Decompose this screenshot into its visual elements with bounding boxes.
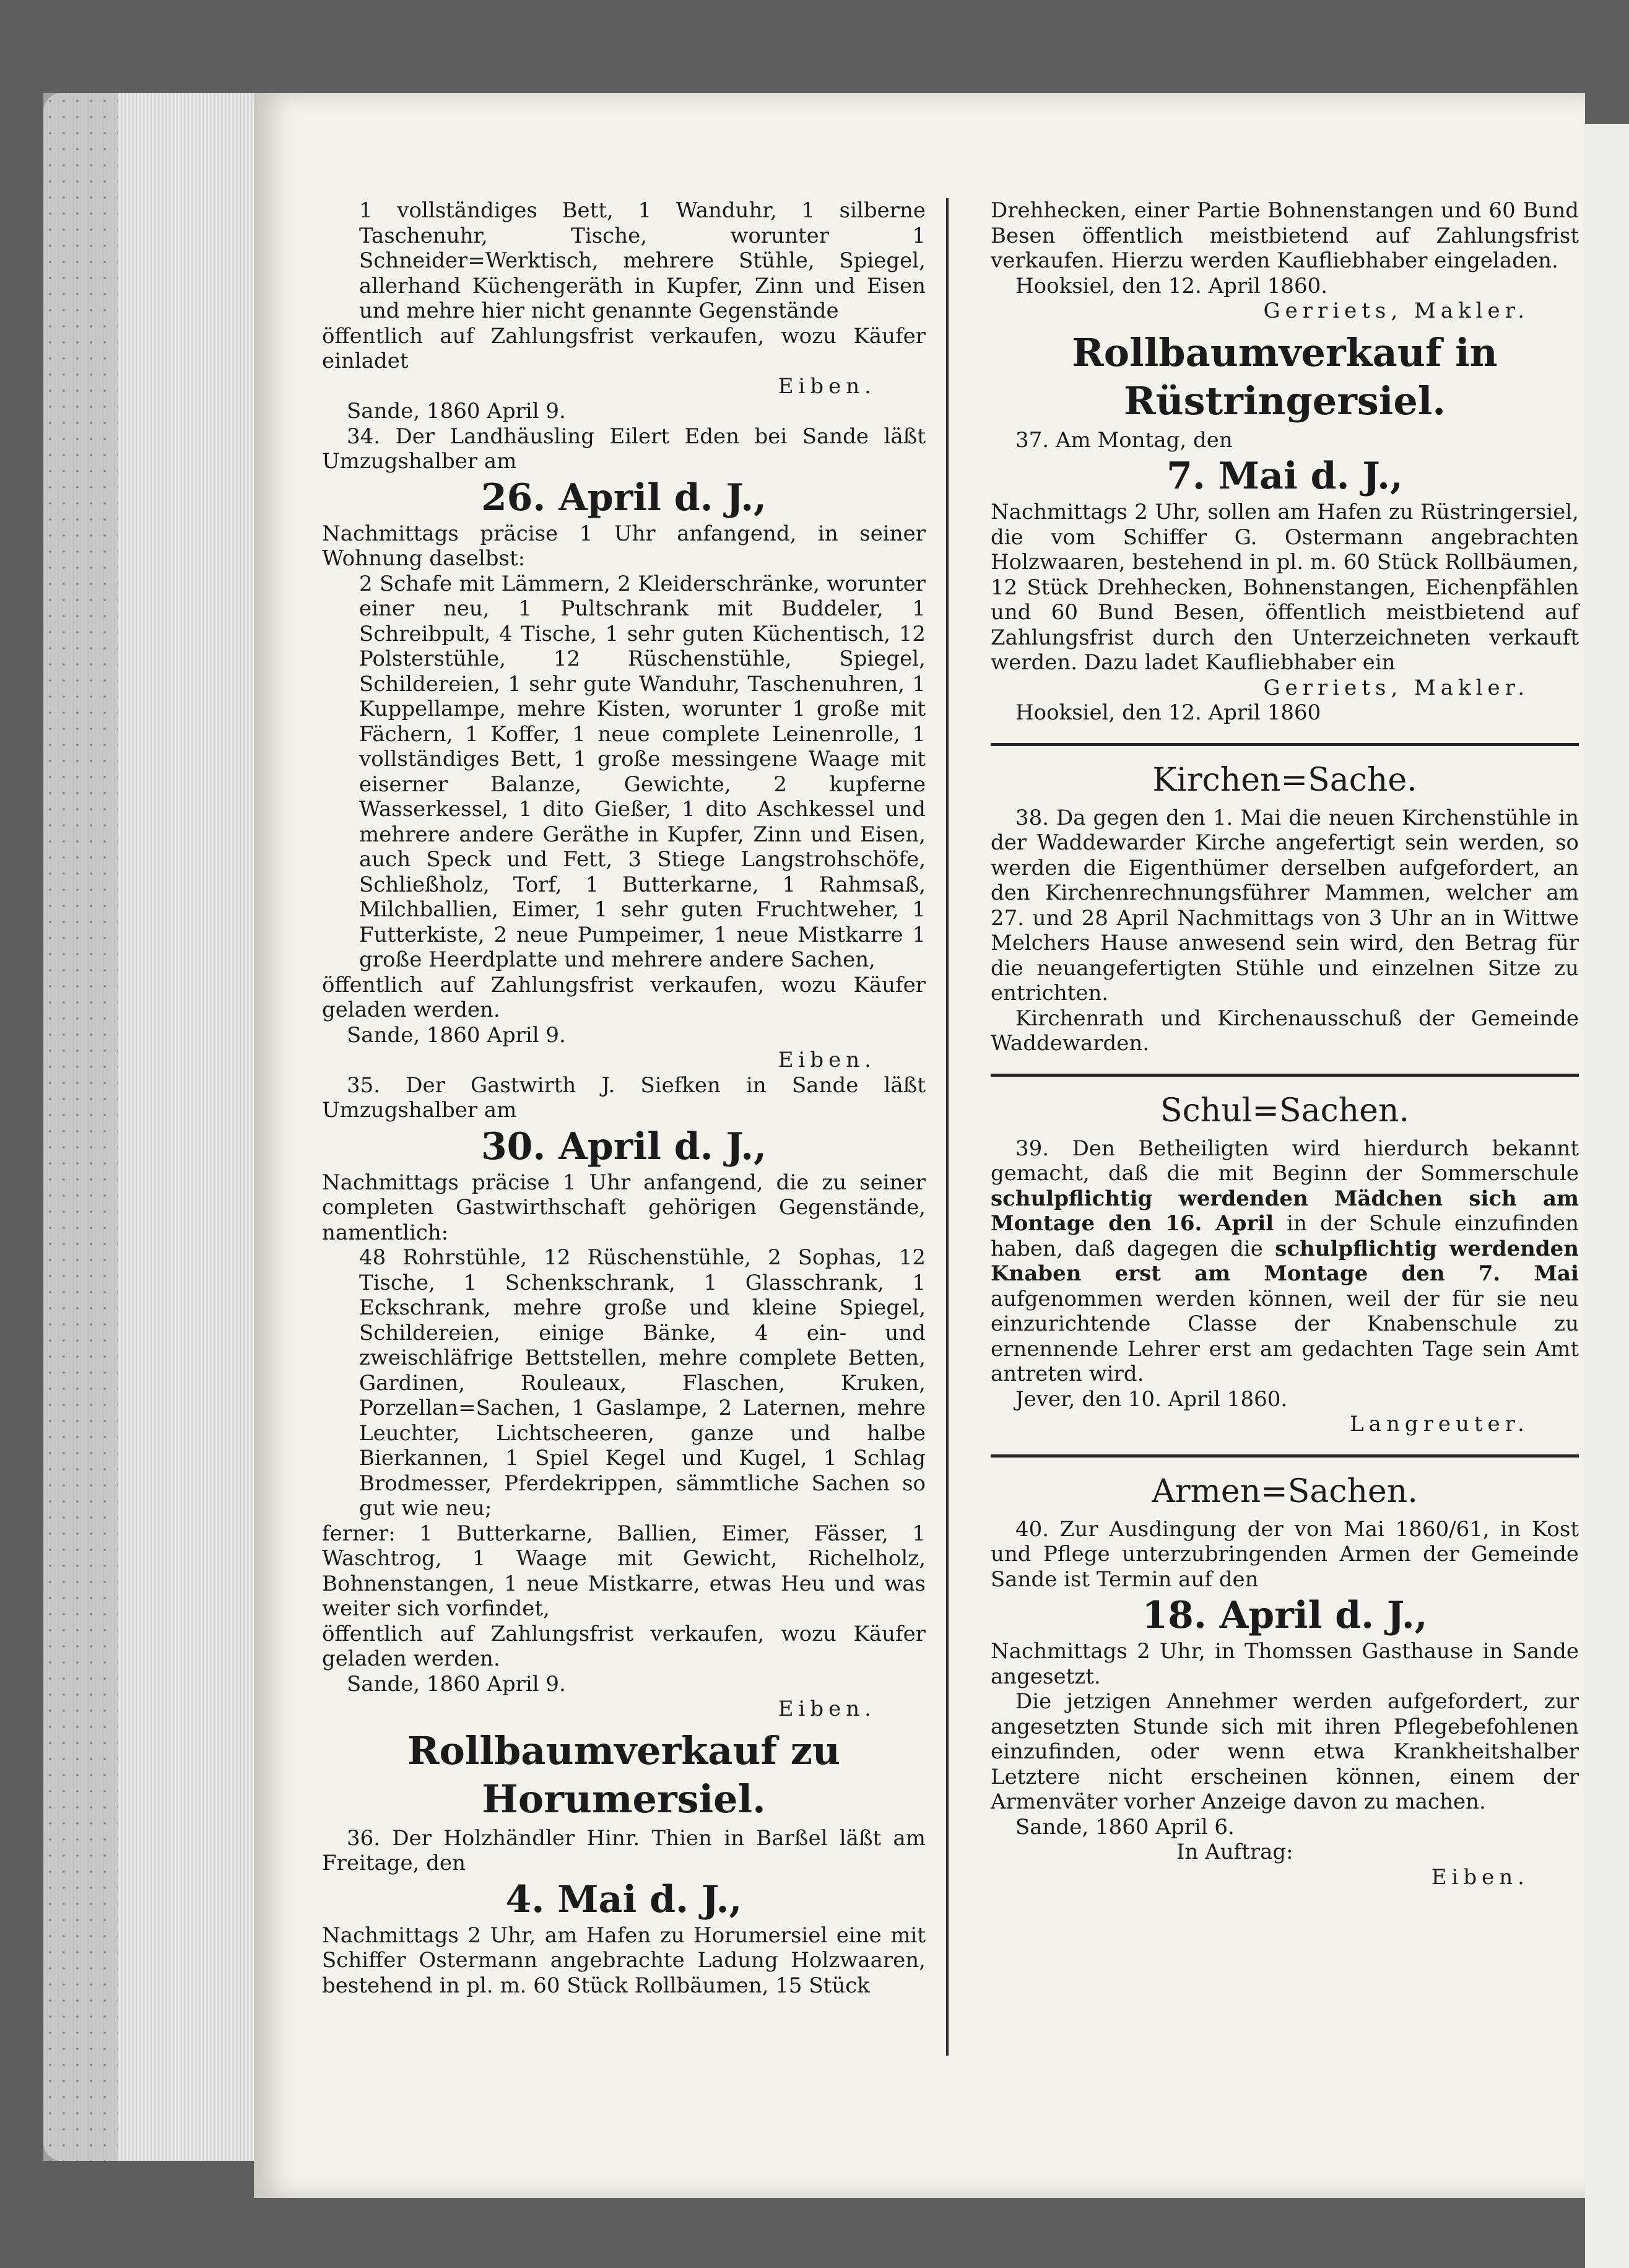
left-column [322,198,926,1998]
notice-40-place: Sande, 1860 April 6. [1015,1814,1235,1840]
notice-35-intro: 35. Der Gastwirth J. Siefken in Sande läßt Umzugshalber am [322,1072,926,1123]
notice-35-place: Sande, 1860 April 9. [347,1671,566,1697]
notice-34-signature: Eiben. [778,1048,876,1072]
notice-38-signature: Kirchenrath und Kirchenausschuß der Gemeinde Waddewarden. [991,1006,1579,1056]
notice-37-date: 7. Mai d. J., [1166,454,1403,498]
notice-39-emphasis-boys: schulpflichtig werdenden Knaben erst am Montage den 7. Mai [991,1236,1579,1286]
notice-35-ferner: ferner: 1 Butterkarne, Ballien, Eimer, Fässer, 1 Waschtrog, 1 Waage mit Gewicht, Richelholz, Bohnenstangen, 1 neue Mistkarre, etwas Heu und was weiter sich vorfindet, [322,1521,926,1621]
notice-39-part-e: aufgenommen werden können, weil der für sie neu einzurichtende Classe der Knabenschule zu ernennende Lehrer erst am gedachten Tage sein Amt antreten wird. [991,1286,1579,1386]
body-text: öffentlich auf Zahlungsfrist verkaufen, wozu Käufer einladet [322,323,926,373]
place-date: Hooksiel, den 12. April 1860. [1015,273,1328,298]
section-title-kirchen: Kirchen=Sache. [1152,761,1417,799]
notice-39-text [991,1136,1579,1387]
list-text: 1 vollständiges Bett, 1 Wanduhr, 1 silberne Taschenuhr, Tische, worunter 1 Schneider=Werktisch, mehrere Stühle, Spiegel, allerhand Küchengeräth in Kupfer, Zinn und Eisen und mehre hier nicht genannte Gegenstände [359,198,926,323]
notice-40-auftrag: In Auftrag: [1176,1840,1293,1864]
notice-35-time: Nachmittags präcise 1 Uhr anfangend, die zu seiner completen Gastwirthschaft gehörigen Gegenstände, namentlich: [322,1170,926,1245]
notice-38-text: 38. Da gegen den 1. Mai die neuen Kirchenstühle in der Waddewarder Kirche angefertigt sein werden, so werden die Eigenthümer derselben aufgefordert, an den Kirchenrechnungsführer Mammen, welcher am 27. und 28 April Nachmittags von 3 Uhr an in Wittwe Melchers Hause anwesend sein wird, den Betrag für die neuangefertigten Stühle und einzelnen Sitze zu entrichten. [991,805,1579,1006]
notice-37-place-date: Hooksiel, den 12. April 1860 [1015,700,1321,725]
notice-34-date: 26. April d. J., [480,476,767,519]
right-column [991,198,1579,1890]
notice-39-part-a: 39. Den Betheiligten wird hierdurch bekannt gemacht, daß die mit Beginn der Sommerschule [991,1136,1579,1186]
notice-36-date: 4. Mai d. J., [505,1877,742,1921]
notice-39-signature: Langreuter. [1350,1412,1529,1436]
headline-ruestringersiel-line1: Rollbaumverkauf in [1072,329,1498,375]
section-title-schul: Schul=Sachen. [1160,1092,1409,1129]
notice-34-place: Sande, 1860 April 9. [347,1022,566,1048]
notice-35-signature: Eiben. [778,1697,876,1721]
section-rule [991,1454,1579,1458]
notice-37-signature: Gerriets, Makler. [1263,675,1529,700]
notice-40-signature: Eiben. [1431,1864,1529,1890]
notice-35-tail: öffentlich auf Zahlungsfrist verkaufen, wozu Käufer geladen werden. [322,1621,926,1671]
notice-39-part-c: in der Schule einzufinden haben, daß dagegen die [991,1211,1579,1261]
book-spine-speckle [43,93,118,2161]
notice-35-list: 48 Rohrstühle, 12 Rüschenstühle, 2 Sophas, 12 Tische, 1 Schenkschrank, 1 Glasschrank, 1 Eckschrank, mehre große und kleine Spiegel, Schildereien, einige Bänke, 4 ein- und zweischläfrige Bettstellen, mehre complete Betten, Gardinen, Rouleaux, Flaschen, Kruken, Porzellan=Sachen, 1 Gaslampe, 2 Laternen, mehre Leuchter, Lichtscheeren, ganze und halbe Bierkannen, 1 Spiel Kegel und Kugel, 1 Schlag Brodmesser, Pferdekrippen, sämmtliche Sachen so gut wie neu; [359,1245,926,1521]
signature: Gerriets, Makler. [1263,298,1529,323]
notice-40-text1: Nachmittags 2 Uhr, in Thomssen Gasthause in Sande angesetzt. [991,1639,1579,1689]
notice-36-intro: 36. Der Holzhändler Hinr. Thien in Barßel läßt am Freitage, den [322,1825,926,1875]
notice-37-text: Nachmittags 2 Uhr, sollen am Hafen zu Rüstringersiel, die vom Schiffer G. Ostermann angebrachten Holzwaaren, bestehend in pl. m. 60 Stück Rollbäumen, 12 Stück Drehhecken, Bohnenstangen, Eichenpfählen und 60 Bund Besen, öffentlich meistbietend auf Zahlungsfrist durch den Unterzeichneten verkauft werden. Dazu ladet Kaufliebhaber ein [991,500,1579,675]
notice-37-intro: 37. Am Montag, den [1015,427,1233,453]
section-rule [991,1074,1579,1077]
column-divider [946,198,949,2056]
notice-35-date: 30. April d. J., [480,1124,767,1168]
signature: Eiben. [778,373,876,399]
headline-horumersiel: Rollbaumverkauf zu Horumersiel. [407,1727,841,1822]
notice-34-intro: 34. Der Landhäusling Eilert Eden bei Sande läßt Umzugshalber am [322,424,926,474]
continued-text: Drehhecken, einer Partie Bohnenstangen und 60 Bund Besen öffentlich meistbietend auf Zahlungsfrist verkaufen. Hierzu werden Kaufliebhaber eingeladen. [991,198,1579,273]
notice-39-emphasis-girls: schulpflichtig werdenden Mädchen sich am Montage den 16. April [991,1186,1579,1236]
notice-40-text2: Die jetzigen Annehmer werden aufgefordert, zur angesetzten Stunde sich mit ihren Pflegebefohlenen einzufinden, oder wenn etwa Krankheitshalber Letztere nicht erscheinen können, einem der Armenväter vorher Anzeige davon zu machen. [991,1689,1579,1814]
adjacent-page-strip [1585,124,1629,2268]
notice-36-text: Nachmittags 2 Uhr, am Hafen zu Horumersiel eine mit Schiffer Ostermann angebrachte Ladung Holzwaaren, bestehend in pl. m. 60 Stück Rollbäumen, 15 Stück [322,1923,926,1998]
notice-40-intro: 40. Zur Ausdingung der von Mai 1860/61, in Kost und Pflege unterzubringenden Armen der Gemeinde Sande ist Termin auf den [991,1516,1579,1592]
notice-34-list: 2 Schafe mit Lämmern, 2 Kleiderschränke, worunter einer neu, 1 Pultschrank mit Buddeler, 1 Schreibpult, 4 Tische, 1 sehr guten Küchentisch, 12 Polsterstühle, 12 Rüschenstühle, Spiegel, Schildereien, 1 sehr gute Wanduhr, Taschenuhren, 1 Kuppellampe, mehre Kisten, worunter 1 große mit Fächern, 1 Koffer, 1 neue complete Leinenrolle, 1 vollständiges Bett, 1 große messingene Waage mit eiserner Balanze, Gewichte, 2 kupferne Wasserkessel, 1 dito Gießer, 1 dito Aschkessel und mehrere andere Geräthe in Kupfer, Zinn und Eisen, auch Speck und Fett, 3 Stiege Langstrohschöfe, Schließholz, Torf, 1 Butterkarne, 1 Rahmsaß, Milchballien, Eimer, 1 sehr guten Fruchtweher, 1 Futterkiste, 2 neue Pumpeimer, 1 neue Mistkarre 1 große Heerdplatte und mehrere andere Sachen, [359,571,926,972]
notice-34-time: Nachmittags präcise 1 Uhr anfangend, in seiner Wohnung daselbst: [322,521,926,571]
notice-39-place-date: Jever, den 10. April 1860. [1015,1386,1288,1412]
headline-ruestringersiel-line2: Rüstringersiel. [1124,378,1446,424]
section-rule [991,743,1579,746]
section-title-armen: Armen=Sachen. [1152,1472,1418,1510]
place-date: Sande, 1860 April 9. [347,399,566,424]
notice-34-tail: öffentlich auf Zahlungsfrist verkaufen, wozu Käufer geladen werden. [322,972,926,1022]
notice-40-date: 18. April d. J., [1142,1594,1428,1637]
